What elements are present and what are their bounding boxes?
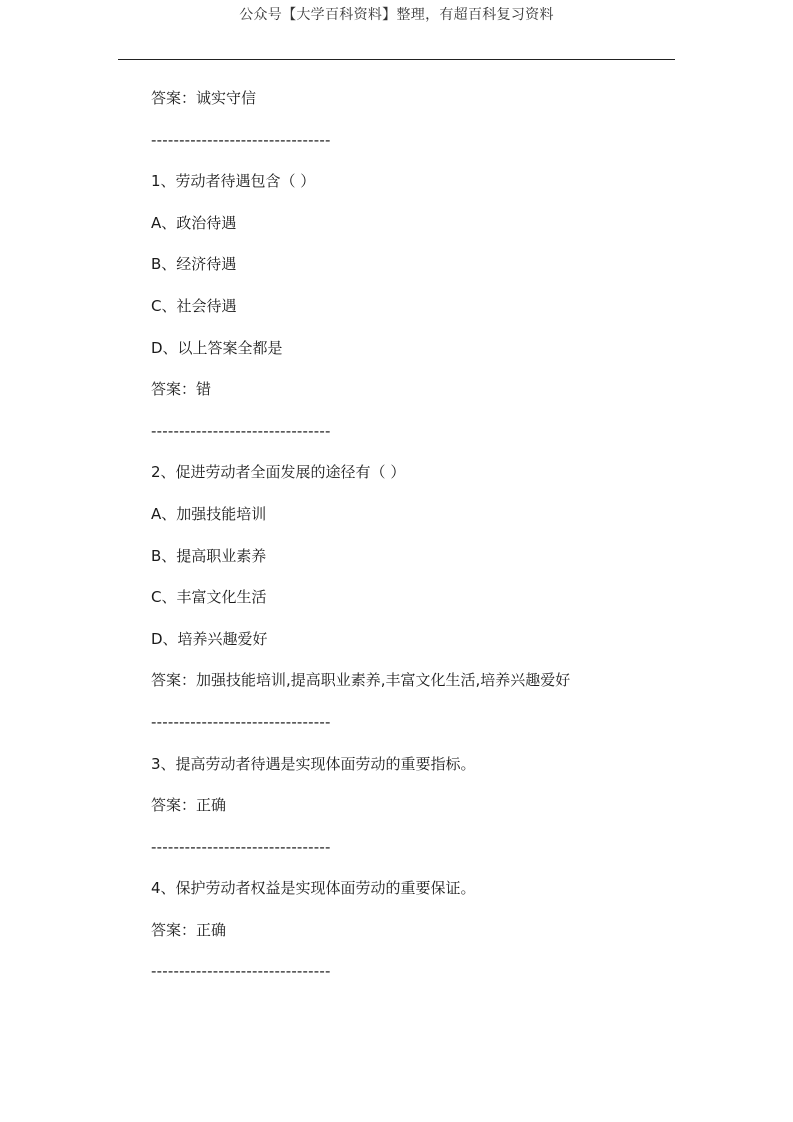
separator-line: -------------------------------- <box>151 712 331 731</box>
separator-line: -------------------------------- <box>151 130 331 149</box>
question-2-option-b: B、提高职业素养 <box>151 546 267 565</box>
question-2-option-a: A、加强技能培训 <box>151 504 267 523</box>
question-1-option-a: A、政治待遇 <box>151 213 237 232</box>
separator-line: -------------------------------- <box>151 837 331 856</box>
question-4: 4、保护劳动者权益是实现体面劳动的重要保证。 <box>151 879 476 898</box>
question-2: 2、促进劳动者全面发展的途径有（ ） <box>151 463 406 482</box>
question-2-answer: 答案：加强技能培训,提高职业素养,丰富文化生活,培养兴趣爱好 <box>151 671 571 690</box>
question-3-answer: 答案：正确 <box>151 796 227 815</box>
answer-line: 答案：诚实守信 <box>151 89 257 107</box>
question-1-answer: 答案：错 <box>151 380 212 399</box>
question-1-option-d: D、以上答案全都是 <box>151 338 283 357</box>
question-3: 3、提高劳动者待遇是实现体面劳动的重要指标。 <box>151 754 476 773</box>
question-2-option-c: C、丰富文化生活 <box>151 588 267 607</box>
question-4-answer: 答案：正确 <box>151 920 227 939</box>
question-1: 1、劳动者待遇包含（ ） <box>151 172 316 191</box>
question-2-option-d: D、培养兴趣爱好 <box>151 629 268 648</box>
question-1-option-c: C、社会待遇 <box>151 296 237 315</box>
separator-line: -------------------------------- <box>151 962 331 981</box>
header-divider <box>118 59 675 60</box>
separator-line: -------------------------------- <box>151 421 331 440</box>
question-1-option-b: B、经济待遇 <box>151 255 237 274</box>
page-header: 公众号【大学百科资料】整理，有超百科复习资料 <box>239 7 554 23</box>
document-body <box>151 88 711 1003</box>
